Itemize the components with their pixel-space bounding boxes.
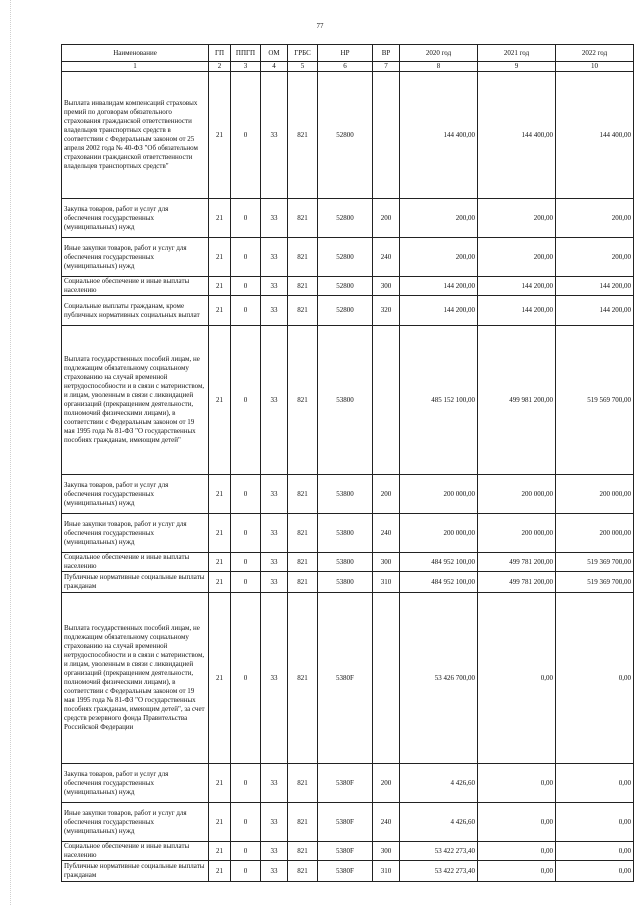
nr-cell: 52800 (318, 238, 373, 277)
om-cell: 33 (261, 572, 288, 593)
vr-cell (373, 326, 400, 475)
grbs-cell: 821 (288, 238, 318, 277)
col-number: 6 (318, 62, 373, 72)
om-cell: 33 (261, 514, 288, 553)
table-row (62, 326, 634, 475)
amount-2022-cell: 0,00 (556, 764, 634, 803)
ppgp-cell: 0 (231, 277, 261, 296)
table-row (62, 277, 634, 296)
amount-2020-cell: 485 152 100,00 (400, 326, 478, 475)
row-name-cell: Иные закупки товаров, работ и услуг для обеспечения государственных (муниципальных) нужд (62, 803, 209, 842)
nr-cell: 5380F (318, 861, 373, 882)
vr-cell: 200 (373, 199, 400, 238)
nr-cell: 5380F (318, 803, 373, 842)
gp-cell: 21 (209, 199, 231, 238)
margin-guide (10, 0, 12, 905)
amount-2020-cell: 200 000,00 (400, 514, 478, 553)
grbs-cell: 821 (288, 593, 318, 764)
amount-2020-cell: 53 422 273,40 (400, 861, 478, 882)
gp-cell: 21 (209, 842, 231, 861)
vr-cell: 300 (373, 842, 400, 861)
nr-cell: 53800 (318, 326, 373, 475)
grbs-cell: 821 (288, 475, 318, 514)
amount-2021-cell: 200,00 (478, 238, 556, 277)
amount-2020-cell: 200 000,00 (400, 475, 478, 514)
table-row (62, 199, 634, 238)
table-row (62, 475, 634, 514)
table-row (62, 514, 634, 553)
grbs-cell: 821 (288, 296, 318, 326)
col-header-om: ОМ (261, 45, 288, 62)
amount-2021-cell: 0,00 (478, 593, 556, 764)
amount-2020-cell: 53 426 700,00 (400, 593, 478, 764)
amount-2020-cell: 53 422 273,40 (400, 842, 478, 861)
col-header-nr: НР (318, 45, 373, 62)
amount-2022-cell: 519 569 700,00 (556, 326, 634, 475)
om-cell: 33 (261, 803, 288, 842)
grbs-cell: 821 (288, 72, 318, 199)
table-row (62, 593, 634, 764)
table-row (62, 238, 634, 277)
amount-2021-cell: 200,00 (478, 199, 556, 238)
gp-cell: 21 (209, 277, 231, 296)
gp-cell: 21 (209, 803, 231, 842)
column-number-row (62, 62, 634, 72)
amount-2022-cell: 519 369 700,00 (556, 572, 634, 593)
amount-2022-cell: 144 200,00 (556, 277, 634, 296)
vr-cell: 300 (373, 553, 400, 572)
amount-2021-cell: 200 000,00 (478, 514, 556, 553)
om-cell: 33 (261, 593, 288, 764)
table-row (62, 72, 634, 199)
gp-cell: 21 (209, 72, 231, 199)
amount-2022-cell: 0,00 (556, 861, 634, 882)
amount-2020-cell: 200,00 (400, 199, 478, 238)
row-name-cell: Выплата государственных пособий лицам, не подлежащим обязательному социальному страхованию на случай временной нетрудоспособности и в связи с материнством, и лицам, уволенным в связи с ликвидацией организаций (прекращением деятельности, полномочий физическими лицами), в соответствии с Федеральным законом от 19 мая 1995 года № 81-ФЗ "О государственных пособиях гражданам, имеющим детей" (62, 326, 209, 475)
grbs-cell: 821 (288, 199, 318, 238)
amount-2021-cell: 0,00 (478, 861, 556, 882)
table-row (62, 803, 634, 842)
ppgp-cell: 0 (231, 764, 261, 803)
ppgp-cell: 0 (231, 514, 261, 553)
col-number: 4 (261, 62, 288, 72)
col-number: 7 (373, 62, 400, 72)
ppgp-cell: 0 (231, 593, 261, 764)
vr-cell: 310 (373, 861, 400, 882)
gp-cell: 21 (209, 764, 231, 803)
grbs-cell: 821 (288, 326, 318, 475)
amount-2020-cell: 144 200,00 (400, 277, 478, 296)
amount-2021-cell: 499 781 200,00 (478, 553, 556, 572)
grbs-cell: 821 (288, 803, 318, 842)
grbs-cell: 821 (288, 514, 318, 553)
row-name-cell: Выплата государственных пособий лицам, не подлежащим обязательному социальному страхованию на случай временной нетрудоспособности и в связи с материнством, и лицам, уволенным в связи с ликвидацией организаций (прекращением деятельности, полномочий физическими лицами), в соответствии с Федеральным законом от 19 мая 1995 года № 81-ФЗ "О государственных пособиях гражданам, имеющим детей", за счет средств резервного фонда Правительства Российской Федерации (62, 593, 209, 764)
vr-cell (373, 593, 400, 764)
row-name-cell: Закупка товаров, работ и услуг для обеспечения государственных (муниципальных) нужд (62, 764, 209, 803)
grbs-cell: 821 (288, 842, 318, 861)
vr-cell: 200 (373, 475, 400, 514)
table-header-row (62, 45, 634, 62)
row-name-cell: Социальное обеспечение и иные выплаты населению (62, 553, 209, 572)
col-number: 8 (400, 62, 478, 72)
col-number: 3 (231, 62, 261, 72)
page-number: 77 (316, 22, 324, 30)
gp-cell: 21 (209, 296, 231, 326)
om-cell: 33 (261, 842, 288, 861)
budget-table (61, 44, 634, 882)
amount-2021-cell: 0,00 (478, 764, 556, 803)
vr-cell: 300 (373, 277, 400, 296)
nr-cell: 53800 (318, 514, 373, 553)
amount-2022-cell: 519 369 700,00 (556, 553, 634, 572)
amount-2021-cell: 144 200,00 (478, 296, 556, 326)
amount-2020-cell: 484 952 100,00 (400, 553, 478, 572)
table-row (62, 764, 634, 803)
om-cell: 33 (261, 861, 288, 882)
nr-cell: 53800 (318, 475, 373, 514)
ppgp-cell: 0 (231, 326, 261, 475)
ppgp-cell: 0 (231, 803, 261, 842)
om-cell: 33 (261, 199, 288, 238)
vr-cell: 240 (373, 514, 400, 553)
table-row (62, 861, 634, 882)
col-number: 10 (556, 62, 634, 72)
row-name-cell: Социальное обеспечение и иные выплаты населению (62, 842, 209, 861)
ppgp-cell: 0 (231, 842, 261, 861)
vr-cell (373, 72, 400, 199)
ppgp-cell: 0 (231, 475, 261, 514)
amount-2021-cell: 0,00 (478, 803, 556, 842)
gp-cell: 21 (209, 238, 231, 277)
table-row (62, 553, 634, 572)
gp-cell: 21 (209, 553, 231, 572)
col-number: 1 (62, 62, 209, 72)
amount-2021-cell: 0,00 (478, 842, 556, 861)
col-header-2022: 2022 год (556, 45, 634, 62)
col-header-gp: ГП (209, 45, 231, 62)
row-name-cell: Закупка товаров, работ и услуг для обеспечения государственных (муниципальных) нужд (62, 199, 209, 238)
vr-cell: 320 (373, 296, 400, 326)
amount-2020-cell: 4 426,60 (400, 764, 478, 803)
ppgp-cell: 0 (231, 238, 261, 277)
amount-2021-cell: 499 781 200,00 (478, 572, 556, 593)
gp-cell: 21 (209, 326, 231, 475)
ppgp-cell: 0 (231, 72, 261, 199)
gp-cell: 21 (209, 514, 231, 553)
amount-2021-cell: 144 400,00 (478, 72, 556, 199)
amount-2020-cell: 484 952 100,00 (400, 572, 478, 593)
amount-2022-cell: 0,00 (556, 803, 634, 842)
nr-cell: 53800 (318, 553, 373, 572)
col-header-vr: ВР (373, 45, 400, 62)
row-name-cell: Социальное обеспечение и иные выплаты населению (62, 277, 209, 296)
amount-2022-cell: 200 000,00 (556, 514, 634, 553)
col-number: 9 (478, 62, 556, 72)
grbs-cell: 821 (288, 572, 318, 593)
gp-cell: 21 (209, 572, 231, 593)
vr-cell: 240 (373, 238, 400, 277)
vr-cell: 200 (373, 764, 400, 803)
nr-cell: 52800 (318, 277, 373, 296)
col-number: 2 (209, 62, 231, 72)
row-name-cell: Публичные нормативные социальные выплаты гражданам (62, 861, 209, 882)
nr-cell: 52800 (318, 199, 373, 238)
om-cell: 33 (261, 72, 288, 199)
nr-cell: 5380F (318, 842, 373, 861)
ppgp-cell: 0 (231, 199, 261, 238)
om-cell: 33 (261, 764, 288, 803)
nr-cell: 53800 (318, 572, 373, 593)
col-header-2020: 2020 год (400, 45, 478, 62)
vr-cell: 310 (373, 572, 400, 593)
table-row (62, 572, 634, 593)
amount-2022-cell: 0,00 (556, 842, 634, 861)
row-name-cell: Закупка товаров, работ и услуг для обеспечения государственных (муниципальных) нужд (62, 475, 209, 514)
amount-2020-cell: 144 400,00 (400, 72, 478, 199)
nr-cell: 5380F (318, 593, 373, 764)
om-cell: 33 (261, 296, 288, 326)
ppgp-cell: 0 (231, 553, 261, 572)
amount-2022-cell: 200,00 (556, 199, 634, 238)
table-body (62, 72, 634, 882)
table-row (62, 842, 634, 861)
nr-cell: 52800 (318, 72, 373, 199)
om-cell: 33 (261, 238, 288, 277)
amount-2020-cell: 144 200,00 (400, 296, 478, 326)
grbs-cell: 821 (288, 553, 318, 572)
ppgp-cell: 0 (231, 572, 261, 593)
amount-2021-cell: 499 981 200,00 (478, 326, 556, 475)
row-name-cell: Иные закупки товаров, работ и услуг для обеспечения государственных (муниципальных) нужд (62, 514, 209, 553)
grbs-cell: 821 (288, 277, 318, 296)
col-number: 5 (288, 62, 318, 72)
nr-cell: 52800 (318, 296, 373, 326)
om-cell: 33 (261, 277, 288, 296)
amount-2022-cell: 0,00 (556, 593, 634, 764)
amount-2021-cell: 144 200,00 (478, 277, 556, 296)
amount-2020-cell: 200,00 (400, 238, 478, 277)
col-header-name: Наименование (62, 45, 209, 62)
col-header-grbs: ГРБС (288, 45, 318, 62)
col-header-ppgp: ППГП (231, 45, 261, 62)
row-name-cell: Иные закупки товаров, работ и услуг для обеспечения государственных (муниципальных) нужд (62, 238, 209, 277)
gp-cell: 21 (209, 593, 231, 764)
grbs-cell: 821 (288, 861, 318, 882)
col-header-2021: 2021 год (478, 45, 556, 62)
ppgp-cell: 0 (231, 861, 261, 882)
vr-cell: 240 (373, 803, 400, 842)
ppgp-cell: 0 (231, 296, 261, 326)
amount-2020-cell: 4 426,60 (400, 803, 478, 842)
om-cell: 33 (261, 326, 288, 475)
grbs-cell: 821 (288, 764, 318, 803)
amount-2022-cell: 200 000,00 (556, 475, 634, 514)
gp-cell: 21 (209, 861, 231, 882)
amount-2021-cell: 200 000,00 (478, 475, 556, 514)
row-name-cell: Публичные нормативные социальные выплаты гражданам (62, 572, 209, 593)
om-cell: 33 (261, 475, 288, 514)
gp-cell: 21 (209, 475, 231, 514)
amount-2022-cell: 144 200,00 (556, 296, 634, 326)
table-row (62, 296, 634, 326)
amount-2022-cell: 200,00 (556, 238, 634, 277)
om-cell: 33 (261, 553, 288, 572)
row-name-cell: Социальные выплаты гражданам, кроме публичных нормативных социальных выплат (62, 296, 209, 326)
row-name-cell: Выплата инвалидам компенсаций страховых премий по договорам обязательного страхования гражданской ответственности владельцев транспортных средств в соответствии с Федеральным законом от 25 апреля 2002 года № 40-ФЗ "Об обязательном страховании гражданской ответственности владельцев транспортных средств" (62, 72, 209, 199)
amount-2022-cell: 144 400,00 (556, 72, 634, 199)
nr-cell: 5380F (318, 764, 373, 803)
